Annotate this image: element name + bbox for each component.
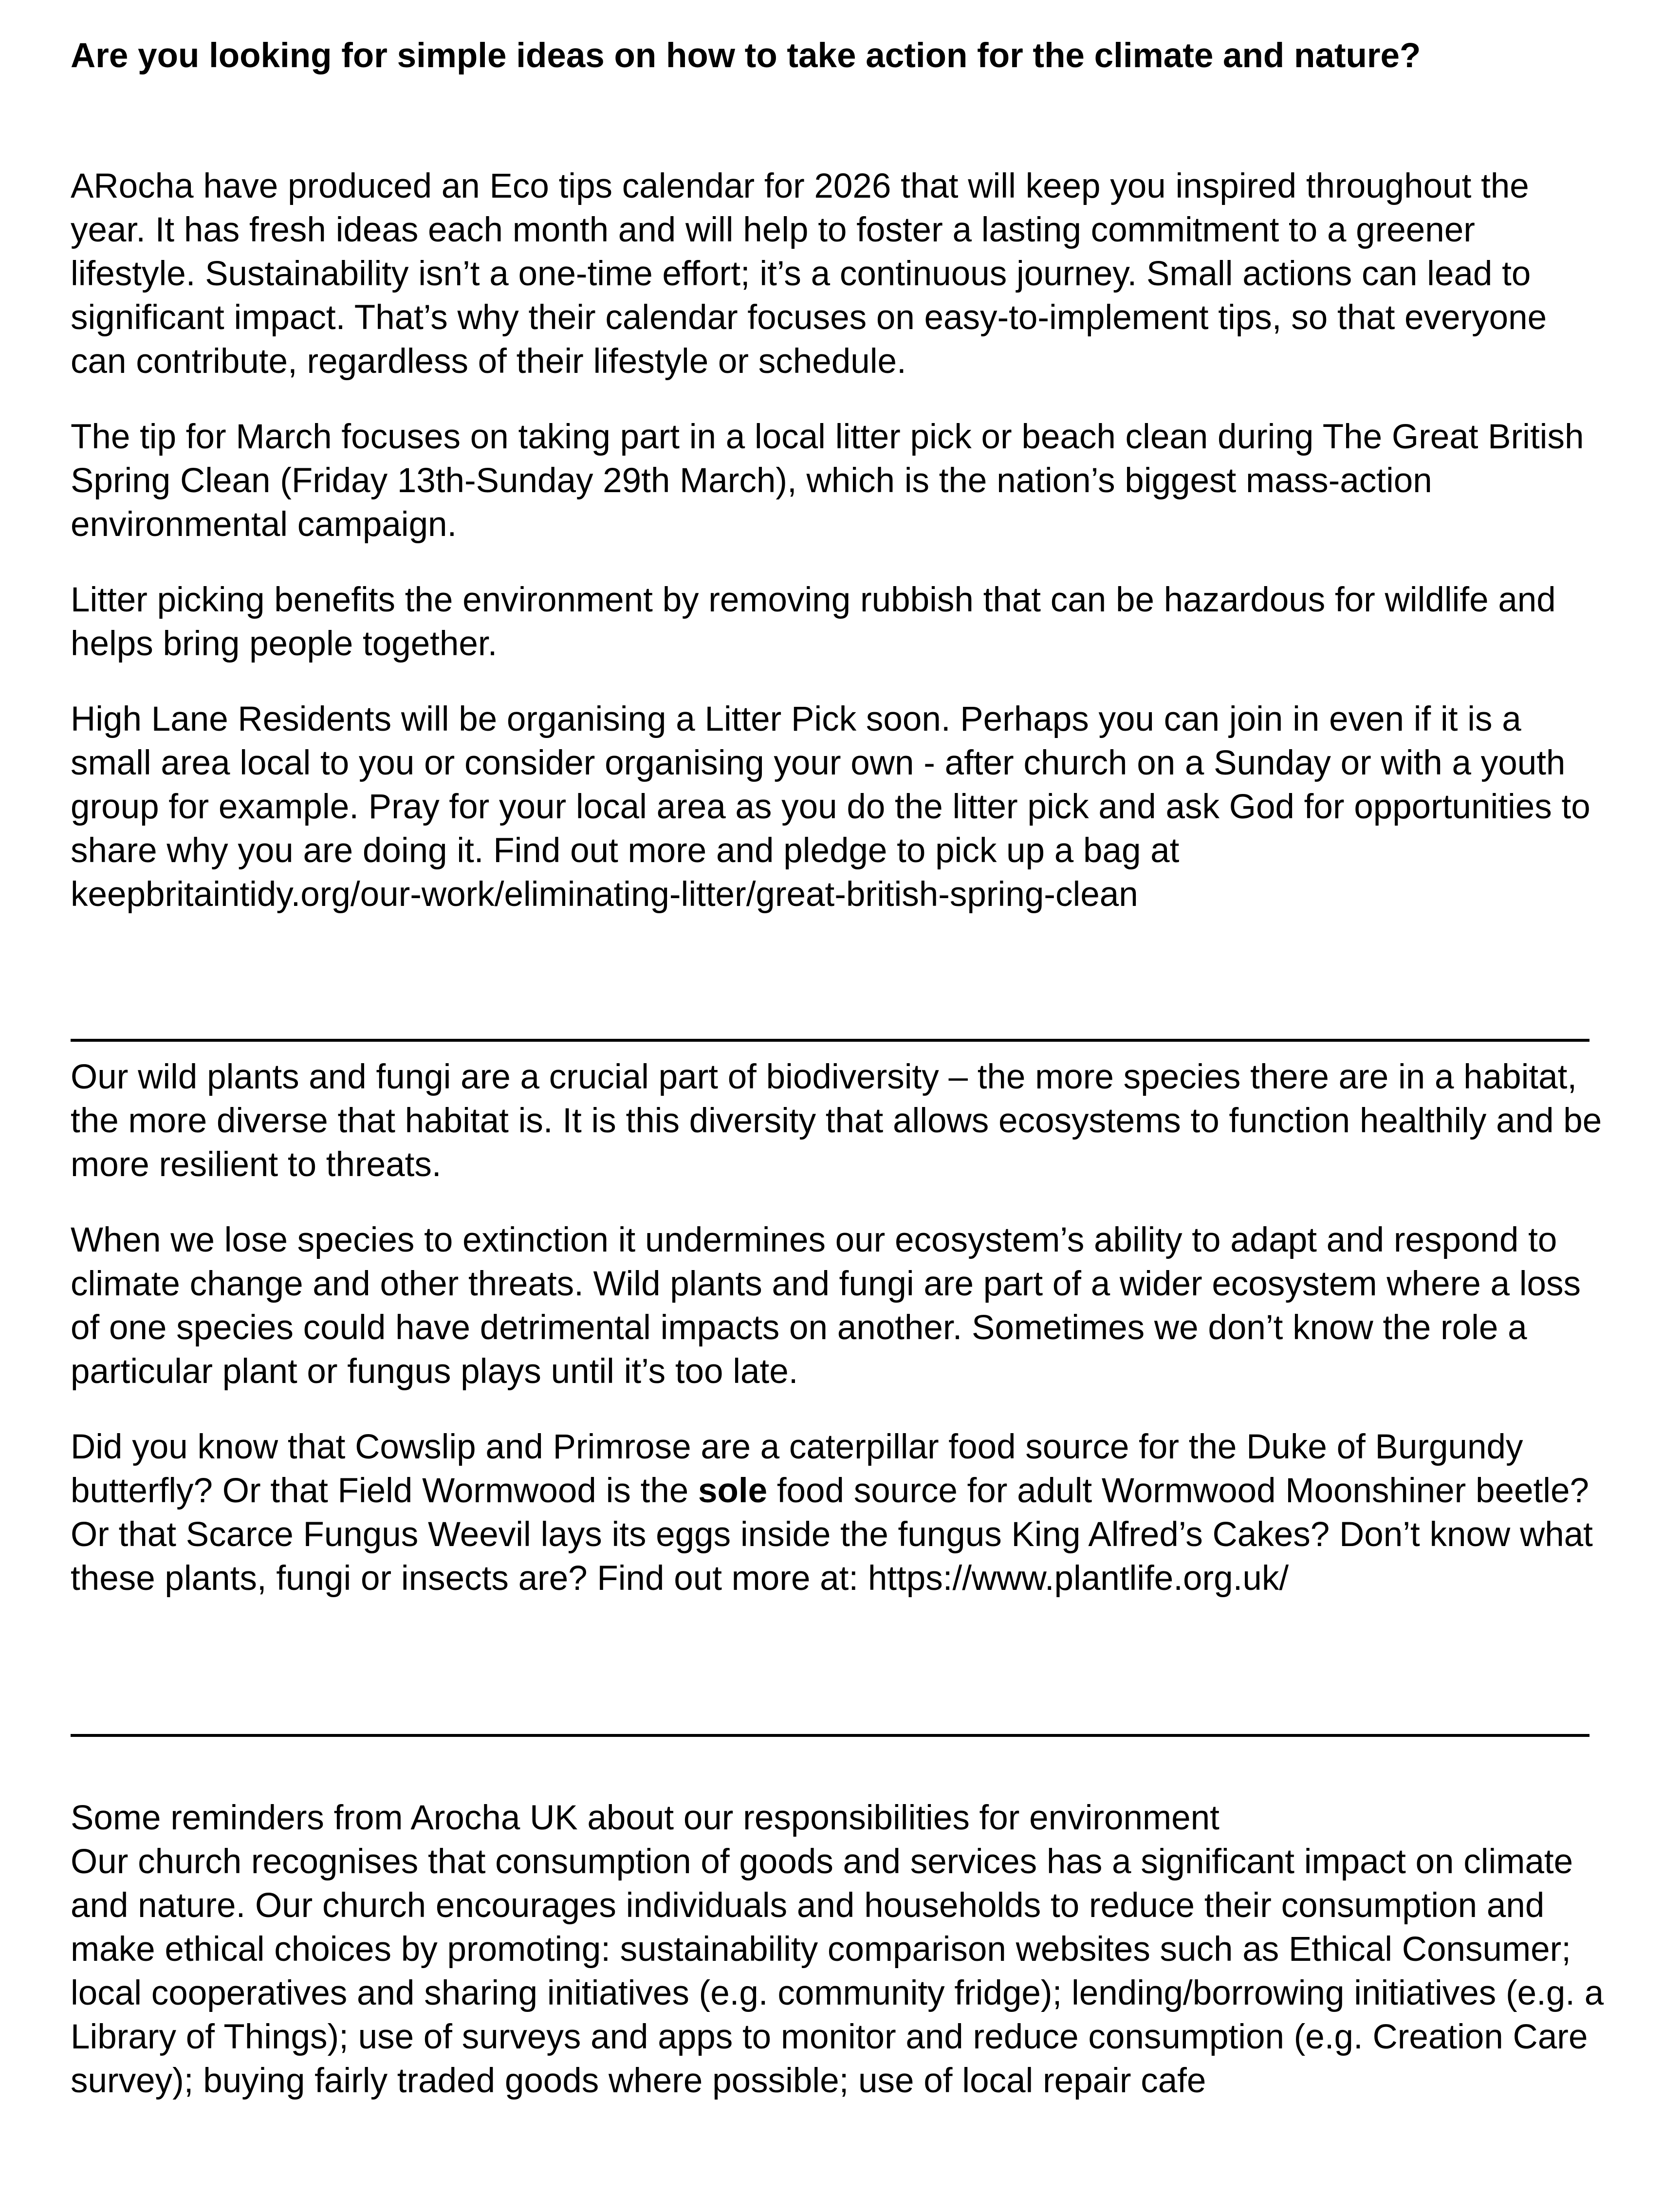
section-plants-fungi (71, 1055, 1604, 1601)
section-divider-1 (71, 1039, 1589, 1042)
section-responsibilities (71, 1796, 1604, 2103)
biodiversity-paragraph: Our wild plants and fungi are a crucial part of biodiversity – the more species there are in a habitat, the more diverse that habitat is. It is this diversity that allows ecosystems to function healthily and be more resilient to threats. (71, 1058, 1602, 1184)
reminders-title: Some reminders from Arocha UK about our responsibilities for environment (71, 1799, 1220, 1837)
litter-benefits-paragraph: Litter picking benefits the environment by removing rubbish that can be hazardous for wildlife and helps bring people together. (71, 581, 1556, 663)
page-heading: Are you looking for simple ideas on how to take action for the climate and nature? (71, 37, 1421, 75)
did-you-know-text-1: Did you know that Cowslip and Primrose are a caterpillar food source for the Duke of Burgundy butterfly? Or that Field Wormwood is the (71, 1428, 1523, 1510)
intro-heading-block (71, 34, 1604, 78)
march-tip-paragraph: The tip for March focuses on taking part in a local litter pick or beach clean during The Great British Spring Clean (Friday 13th-Sunday 29th March), which is the nation’s biggest mass-action environmental campaign. (71, 418, 1584, 544)
keep-britain-tidy-link[interactable]: keepbritaintidy.org/our-work/eliminating-litter/great-british-spring-clean (71, 875, 1138, 914)
consumption-paragraph: Our church recognises that consumption of goods and services has a significant impact on climate and nature. Our church encourages individuals and households to reduce their consumption and make ethical choices by promoting: sustainability comparison websites such as Ethical Consumer; local cooperatives and sharing initiatives (e.g. community fridge); lending/borrowing initiatives (e.g. a Library of Things); use of surveys and apps to monitor and reduce consumption (e.g. Creation Care survey); buying fairly traded goods where possible; use of local repair cafe (71, 1843, 1604, 2100)
did-you-know-paragraph (71, 1425, 1604, 1601)
eco-calendar-paragraph: ARocha have produced an Eco tips calendar for 2026 that will keep you inspired throughout the year. It has fresh ideas each month and will help to foster a lasting commitment to a greener lifestyle. Sustainability isn’t a one-time effort; it’s a continuous journey. Small actions can lead to significant impact. That’s why their calendar focuses on easy-to-implement tips, so that everyone can contribute, regardless of their lifestyle or schedule. (71, 167, 1547, 381)
extinction-paragraph: When we lose species to extinction it undermines our ecosystem’s ability to adapt and respond to climate change and other threats. Wild plants and fungi are part of a wider ecosystem where a loss of one species could have detrimental impacts on another. Sometimes we don’t know the role a particular plant or fungus plays until it’s too late. (71, 1221, 1581, 1391)
sole-emphasis: sole (698, 1472, 768, 1510)
section-divider-2 (71, 1734, 1589, 1737)
did-you-know-text-2: food source for adult Wormwood Moonshiner beetle? Or that Scarce Fungus Weevil lays its eggs inside the fungus King Alfred’s Cakes? Don’t know what these plants, fungi or insects are? Find out more at: https://www.plantlife.org.uk/ (71, 1472, 1593, 1598)
section-eco-tips (71, 165, 1604, 917)
litter-pick-paragraph: High Lane Residents will be organising a Litter Pick soon. Perhaps you can join in even if it is a small area local to you or consider organising your own - after church on a Sunday or with a youth group for example. Pray for your local area as you do the litter pick and ask God for opportunities to share why you are doing it. Find out more and pledge to pick up a bag at (71, 700, 1590, 870)
